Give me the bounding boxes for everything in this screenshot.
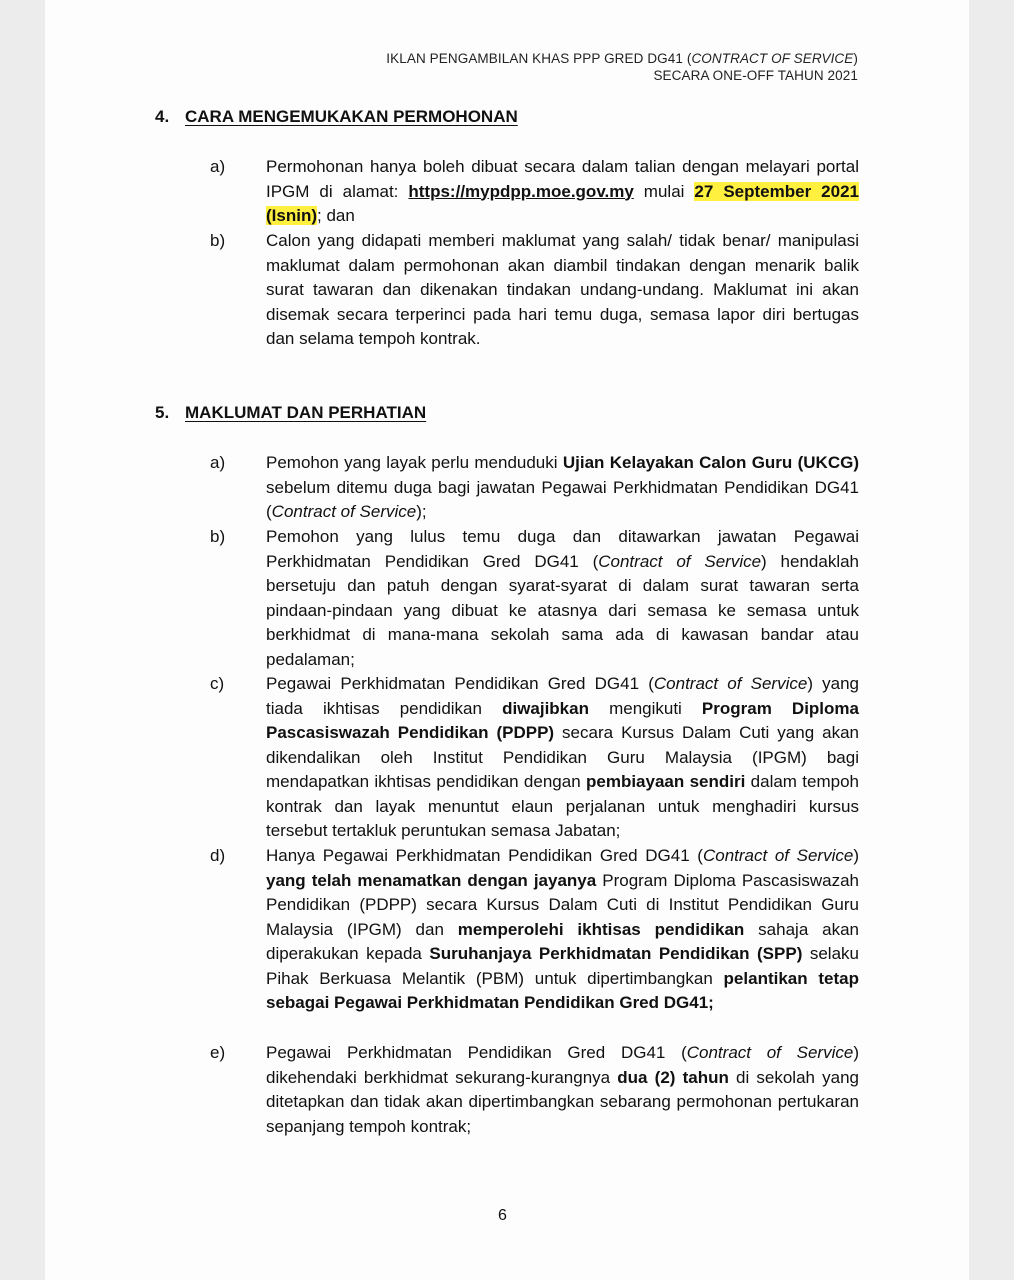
section-4-item-a-text: Permohonan hanya boleh dibuat secara dalam talian dengan melayari portal IPGM di alamat: https://mypdpp.moe.gov.my mulai 27 September 2021 (Isnin); dan [266,157,859,225]
section-5-item-a-text: Pemohon yang layak perlu menduduki Ujian Kelayakan Calon Guru (UKCG) sebelum ditemu duga bagi jawatan Pegawai Perkhidmatan Pendidikan DG41 (Contract of Service); [266,453,859,521]
section-4-item-b-text: Calon yang didapati memberi maklumat yang salah/ tidak benar/ manipulasi maklumat dalam permohonan akan diambil tindakan dengan menarik balik surat tawaran dan dikenakan tindakan undang-undang. Maklumat ini akan disemak secara terperinci pada hari temu duga, semasa lapor diri bertugas dan selama tempoh kontrak. [266,231,859,348]
highlighted-date: 27 September 2021 (Isnin) [266,181,859,225]
section-4-title: 4. CARA MENGEMUKAKAN PERMOHONAN [155,107,518,126]
document-page: IKLAN PENGAMBILAN KHAS PPP GRED DG41 (CONTRACT OF SERVICE) SECARA ONE-OFF TAHUN 2021 4. CARA MENGEMUKAKAN PERMOHONAN a) Permohonan hanya boleh dibuat secara dalam talian dengan melayari portal IPGM di alamat: https://mypdpp.moe.gov.my mulai 27 September 2021 (Isnin); dan b) Calon yang didapati memberi maklumat yang salah/ tidak benar/ manipulasi maklumat dalam permohonan akan diambil tindakan dengan menarik balik surat tawaran dan dikenakan tindakan undang-undang. Maklumat ini akan disemak secara terperinci pada hari temu duga, semasa lapor diri bertugas dan selama tempoh kontrak. 5. MAKLUMAT DAN PERHATIAN a) Pemohon yang layak perlu menduduki Ujian Kelayakan Calon Guru (UKCG) sebelum ditemu duga bagi jawatan Pegawai Perkhidmatan Pendidikan DG41 (Contract of Service); b) Pemohon yang lulus temu duga dan ditawarkan jawatan Pegawai Perkhidmatan Pendidikan Gred DG41 (Contract of Service) hendaklah bersetuju dan patuh dengan syarat-syarat di dalam surat tawaran serta pindaan-pindaan yang dibuat ke atasnya dari semasa ke semasa untuk berkhidmat di mana-mana sekolah sama ada di kawasan bandar atau pedalaman; c) Pegawai Perkhidmatan Pendidikan Gred DG41 (Contract of Service) yang tiada ikhtisas pendidikan diwajibkan mengikuti Program Diploma Pascasiswazah Pendidikan (PDPP) secara Kursus Dalam Cuti yang akan dikendalikan oleh Institut Pendidikan Guru Malaysia (IPGM) bagi mendapatkan ikhtisas pendidikan dengan pembiayaan sendiri dalam tempoh kontrak dan layak menuntut elaun perjalanan untuk menghadiri kursus tersebut tertakluk peruntukan semasa Jabatan; d) Hanya Pegawai Perkhidmatan Pendidikan Gred DG41 (Contract of Service) yang telah menamatkan dengan jayanya Program Diploma Pascasiswazah Pendidikan (PDPP) secara Kursus Dalam Cuti di Institut Pendidikan Guru Malaysia (IPGM) dan memperolehi ikhtisas pendidikan sahaja akan diperakukan kepada Suruhanjaya Perkhidmatan Pendidikan (SPP) selaku Pihak Berkuasa Melantik (PBM) untuk dipertimbangkan pelantikan tetap sebagai Pegawai Perkhidmatan Pendidikan Gred DG41; e) Pegawai Perkhidmatan Pendidikan Gred DG41 (Contract of Service) dikehendaki berkhidmat sekurang-kurangnya dua (2) tahun di sekolah yang ditetapkan dan tidak akan dipertimbangkan sebarang permohonan pertukaran sepanjang tempoh kontrak; 6 [45,0,969,1280]
header-line-2: SECARA ONE-OFF TAHUN 2021 [653,68,858,83]
section-5-item-c-text: Pegawai Perkhidmatan Pendidikan Gred DG41 (Contract of Service) yang tiada ikhtisas pendidikan diwajibkan mengikuti Program Diploma Pascasiswazah Pendidikan (PDPP) secara Kursus Dalam Cuti yang akan dikendalikan oleh Institut Pendidikan Guru Malaysia (IPGM) bagi mendapatkan ikhtisas pendidikan dengan pembiayaan sendiri dalam tempoh kontrak dan layak menuntut elaun perjalanan untuk menghadiri kursus tersebut tertakluk peruntukan semasa Jabatan; [266,674,860,840]
section-5-item-d-text: Hanya Pegawai Perkhidmatan Pendidikan Gred DG41 (Contract of Service) yang telah menamatkan dengan jayanya Program Diploma Pascasiswazah Pendidikan (PDPP) secara Kursus Dalam Cuti di Institut Pendidikan Guru Malaysia (IPGM) dan memperolehi ikhtisas pendidikan sahaja akan diperakukan kepada Suruhanjaya Perkhidmatan Pendidikan (SPP) selaku Pihak Berkuasa Melantik (PBM) untuk dipertimbangkan pelantikan tetap sebagai Pegawai Perkhidmatan Pendidikan Gred DG41; [266,846,859,1012]
document-header [386,50,858,84]
section-5-item-e-text: Pegawai Perkhidmatan Pendidikan Gred DG41 (Contract of Service) dikehendaki berkhidmat sekurang-kurangnya dua (2) tahun di sekolah yang ditetapkan dan tidak akan dipertimbangkan sebarang permohonan pertukaran sepanjang tempoh kontrak; [266,1043,860,1136]
section-5-item-b-text: Pemohon yang lulus temu duga dan ditawarkan jawatan Pegawai Perkhidmatan Pendidikan Gred DG41 (Contract of Service) hendaklah bersetuju dan patuh dengan syarat-syarat di dalam surat tawaran serta pindaan-pindaan yang dibuat ke atasnya dari semasa ke semasa untuk berkhidmat di mana-mana sekolah sama ada di kawasan bandar atau pedalaman; [266,527,860,669]
section-5-title: 5. MAKLUMAT DAN PERHATIAN [155,403,427,422]
page-number: 6 [498,1207,507,1224]
header-line-1: IKLAN PENGAMBILAN KHAS PPP GRED DG41 (CONTRACT OF SERVICE) [386,51,858,66]
portal-link[interactable]: https://mypdpp.moe.gov.my [408,181,634,201]
